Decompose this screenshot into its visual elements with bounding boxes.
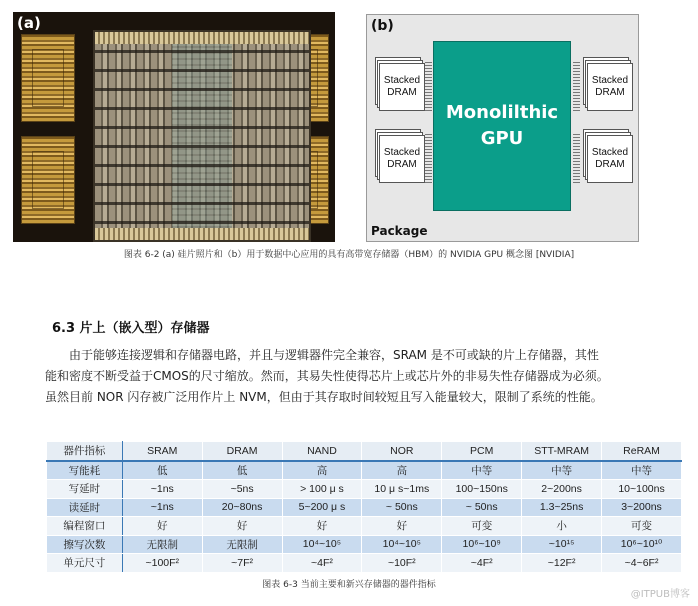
table-cell: ~100F² bbox=[122, 554, 202, 573]
column-header: ReRAM bbox=[602, 442, 682, 461]
row-header: 编程窗口 bbox=[47, 517, 123, 536]
table-cell: 低 bbox=[202, 461, 282, 480]
package-diagram bbox=[366, 14, 639, 242]
table-cell: 可变 bbox=[442, 517, 522, 536]
table-cell: 无限制 bbox=[202, 535, 282, 554]
hbm-stack-image bbox=[21, 34, 75, 122]
row-header: 单元尺寸 bbox=[47, 554, 123, 573]
table-row bbox=[47, 517, 682, 536]
table-cell: 好 bbox=[122, 517, 202, 536]
table-cell: 10⁶~10⁹ bbox=[442, 535, 522, 554]
table-cell: ~10F² bbox=[362, 554, 442, 573]
table-cell: 10⁴~10⁵ bbox=[282, 535, 362, 554]
gpu-die-image bbox=[93, 30, 311, 242]
column-header: 器件指标 bbox=[47, 442, 123, 461]
table-cell: 小 bbox=[522, 517, 602, 536]
monolithic-gpu-block: Monolilthic GPU bbox=[433, 41, 571, 211]
panel-b-label: (b) bbox=[371, 18, 394, 34]
stacked-dram-block: Stacked DRAM bbox=[375, 129, 421, 189]
panel-a-label: (a) bbox=[17, 14, 41, 32]
column-header: NAND bbox=[282, 442, 362, 461]
table-cell: 2~200ns bbox=[522, 480, 602, 499]
column-header: PCM bbox=[442, 442, 522, 461]
table-cell: ~4~6F² bbox=[602, 554, 682, 573]
table-cell: ~12F² bbox=[522, 554, 602, 573]
stacked-dram-block: Stacked DRAM bbox=[583, 57, 629, 117]
table-cell: 10 μ s~1ms bbox=[362, 480, 442, 499]
table-cell: 好 bbox=[202, 517, 282, 536]
paragraph-line: 能和密度不断受益于CMOS的尺寸缩放。然而，其易失性使得芯片上或芯片外的非易失性存储器成为必须。 bbox=[45, 369, 609, 383]
table-cell: 高 bbox=[282, 461, 362, 480]
site-watermark: @ITPUB博客 bbox=[630, 589, 690, 600]
table-cell: ~4F² bbox=[282, 554, 362, 573]
table-row bbox=[47, 498, 682, 517]
table-row bbox=[47, 535, 682, 554]
stacked-dram-block: Stacked DRAM bbox=[583, 129, 629, 189]
memory-metrics-table bbox=[46, 441, 682, 573]
column-header: SRAM bbox=[122, 442, 202, 461]
table-cell: ~10¹⁵ bbox=[522, 535, 602, 554]
table-cell: 好 bbox=[362, 517, 442, 536]
stacked-dram-block: Stacked DRAM bbox=[375, 57, 421, 117]
column-header: NOR bbox=[362, 442, 442, 461]
paragraph-line: 由于能够连接逻辑和存储器电路，并且与逻辑器件完全兼容，SRAM 是不可或缺的片上存储器，其性 bbox=[69, 348, 599, 362]
table-cell: ~5ns bbox=[202, 480, 282, 499]
table-header-row bbox=[47, 442, 682, 461]
column-header: DRAM bbox=[202, 442, 282, 461]
table-row bbox=[47, 461, 682, 480]
table-cell: 高 bbox=[362, 461, 442, 480]
table-cell: 好 bbox=[282, 517, 362, 536]
package-label: Package bbox=[371, 224, 428, 238]
table-cell: 5~200 μ s bbox=[282, 498, 362, 517]
section-title: 6.3 片上（嵌入型）存储器 bbox=[52, 321, 210, 336]
row-header: 写能耗 bbox=[47, 461, 123, 480]
table-cell: 10⁴~10⁵ bbox=[362, 535, 442, 554]
table-cell: 100~150ns bbox=[442, 480, 522, 499]
dram-connector bbox=[425, 61, 432, 111]
column-header: STT-MRAM bbox=[522, 442, 602, 461]
table-cell: ~4F² bbox=[442, 554, 522, 573]
table-cell: 10⁶~10¹⁰ bbox=[602, 535, 682, 554]
table-cell: 可变 bbox=[602, 517, 682, 536]
table-cell: 中等 bbox=[442, 461, 522, 480]
table-cell: 1.3~25ns bbox=[522, 498, 602, 517]
row-header: 读延时 bbox=[47, 498, 123, 517]
dram-connector bbox=[425, 133, 432, 183]
table-cell: ~1ns bbox=[122, 480, 202, 499]
table-caption: 图表 6-3 当前主要和新兴存储器的器件指标 bbox=[262, 580, 436, 590]
table-cell: 无限制 bbox=[122, 535, 202, 554]
dram-connector bbox=[573, 61, 580, 111]
table-cell: ~ 50ns bbox=[442, 498, 522, 517]
table-row bbox=[47, 480, 682, 499]
table-cell: 中等 bbox=[522, 461, 602, 480]
row-header: 擦写次数 bbox=[47, 535, 123, 554]
row-header: 写延时 bbox=[47, 480, 123, 499]
table-cell: 低 bbox=[122, 461, 202, 480]
table-cell: 20~80ns bbox=[202, 498, 282, 517]
figure-caption: 图表 6-2 (a) 硅片照片和（b）用于数据中心应用的具有高带宽存储器（HBM）的 NVIDIA GPU 概念图 [NVIDIA] bbox=[123, 250, 575, 260]
table-cell: 3~200ns bbox=[602, 498, 682, 517]
paragraph-line: 虽然目前 NOR 闪存被广泛用作片上 NVM，但由于其存取时间较短且写入能量较大，限制了系统的性能。 bbox=[45, 390, 603, 404]
hbm-stack-image bbox=[21, 136, 75, 224]
die-photo bbox=[13, 12, 335, 242]
table-cell: ~7F² bbox=[202, 554, 282, 573]
table-cell: ~1ns bbox=[122, 498, 202, 517]
table-cell: 10~100ns bbox=[602, 480, 682, 499]
table-cell: 中等 bbox=[602, 461, 682, 480]
dram-connector bbox=[573, 133, 580, 183]
table-row bbox=[47, 554, 682, 573]
table-cell: ~ 50ns bbox=[362, 498, 442, 517]
table-cell: > 100 μ s bbox=[282, 480, 362, 499]
section-paragraph bbox=[45, 345, 683, 408]
